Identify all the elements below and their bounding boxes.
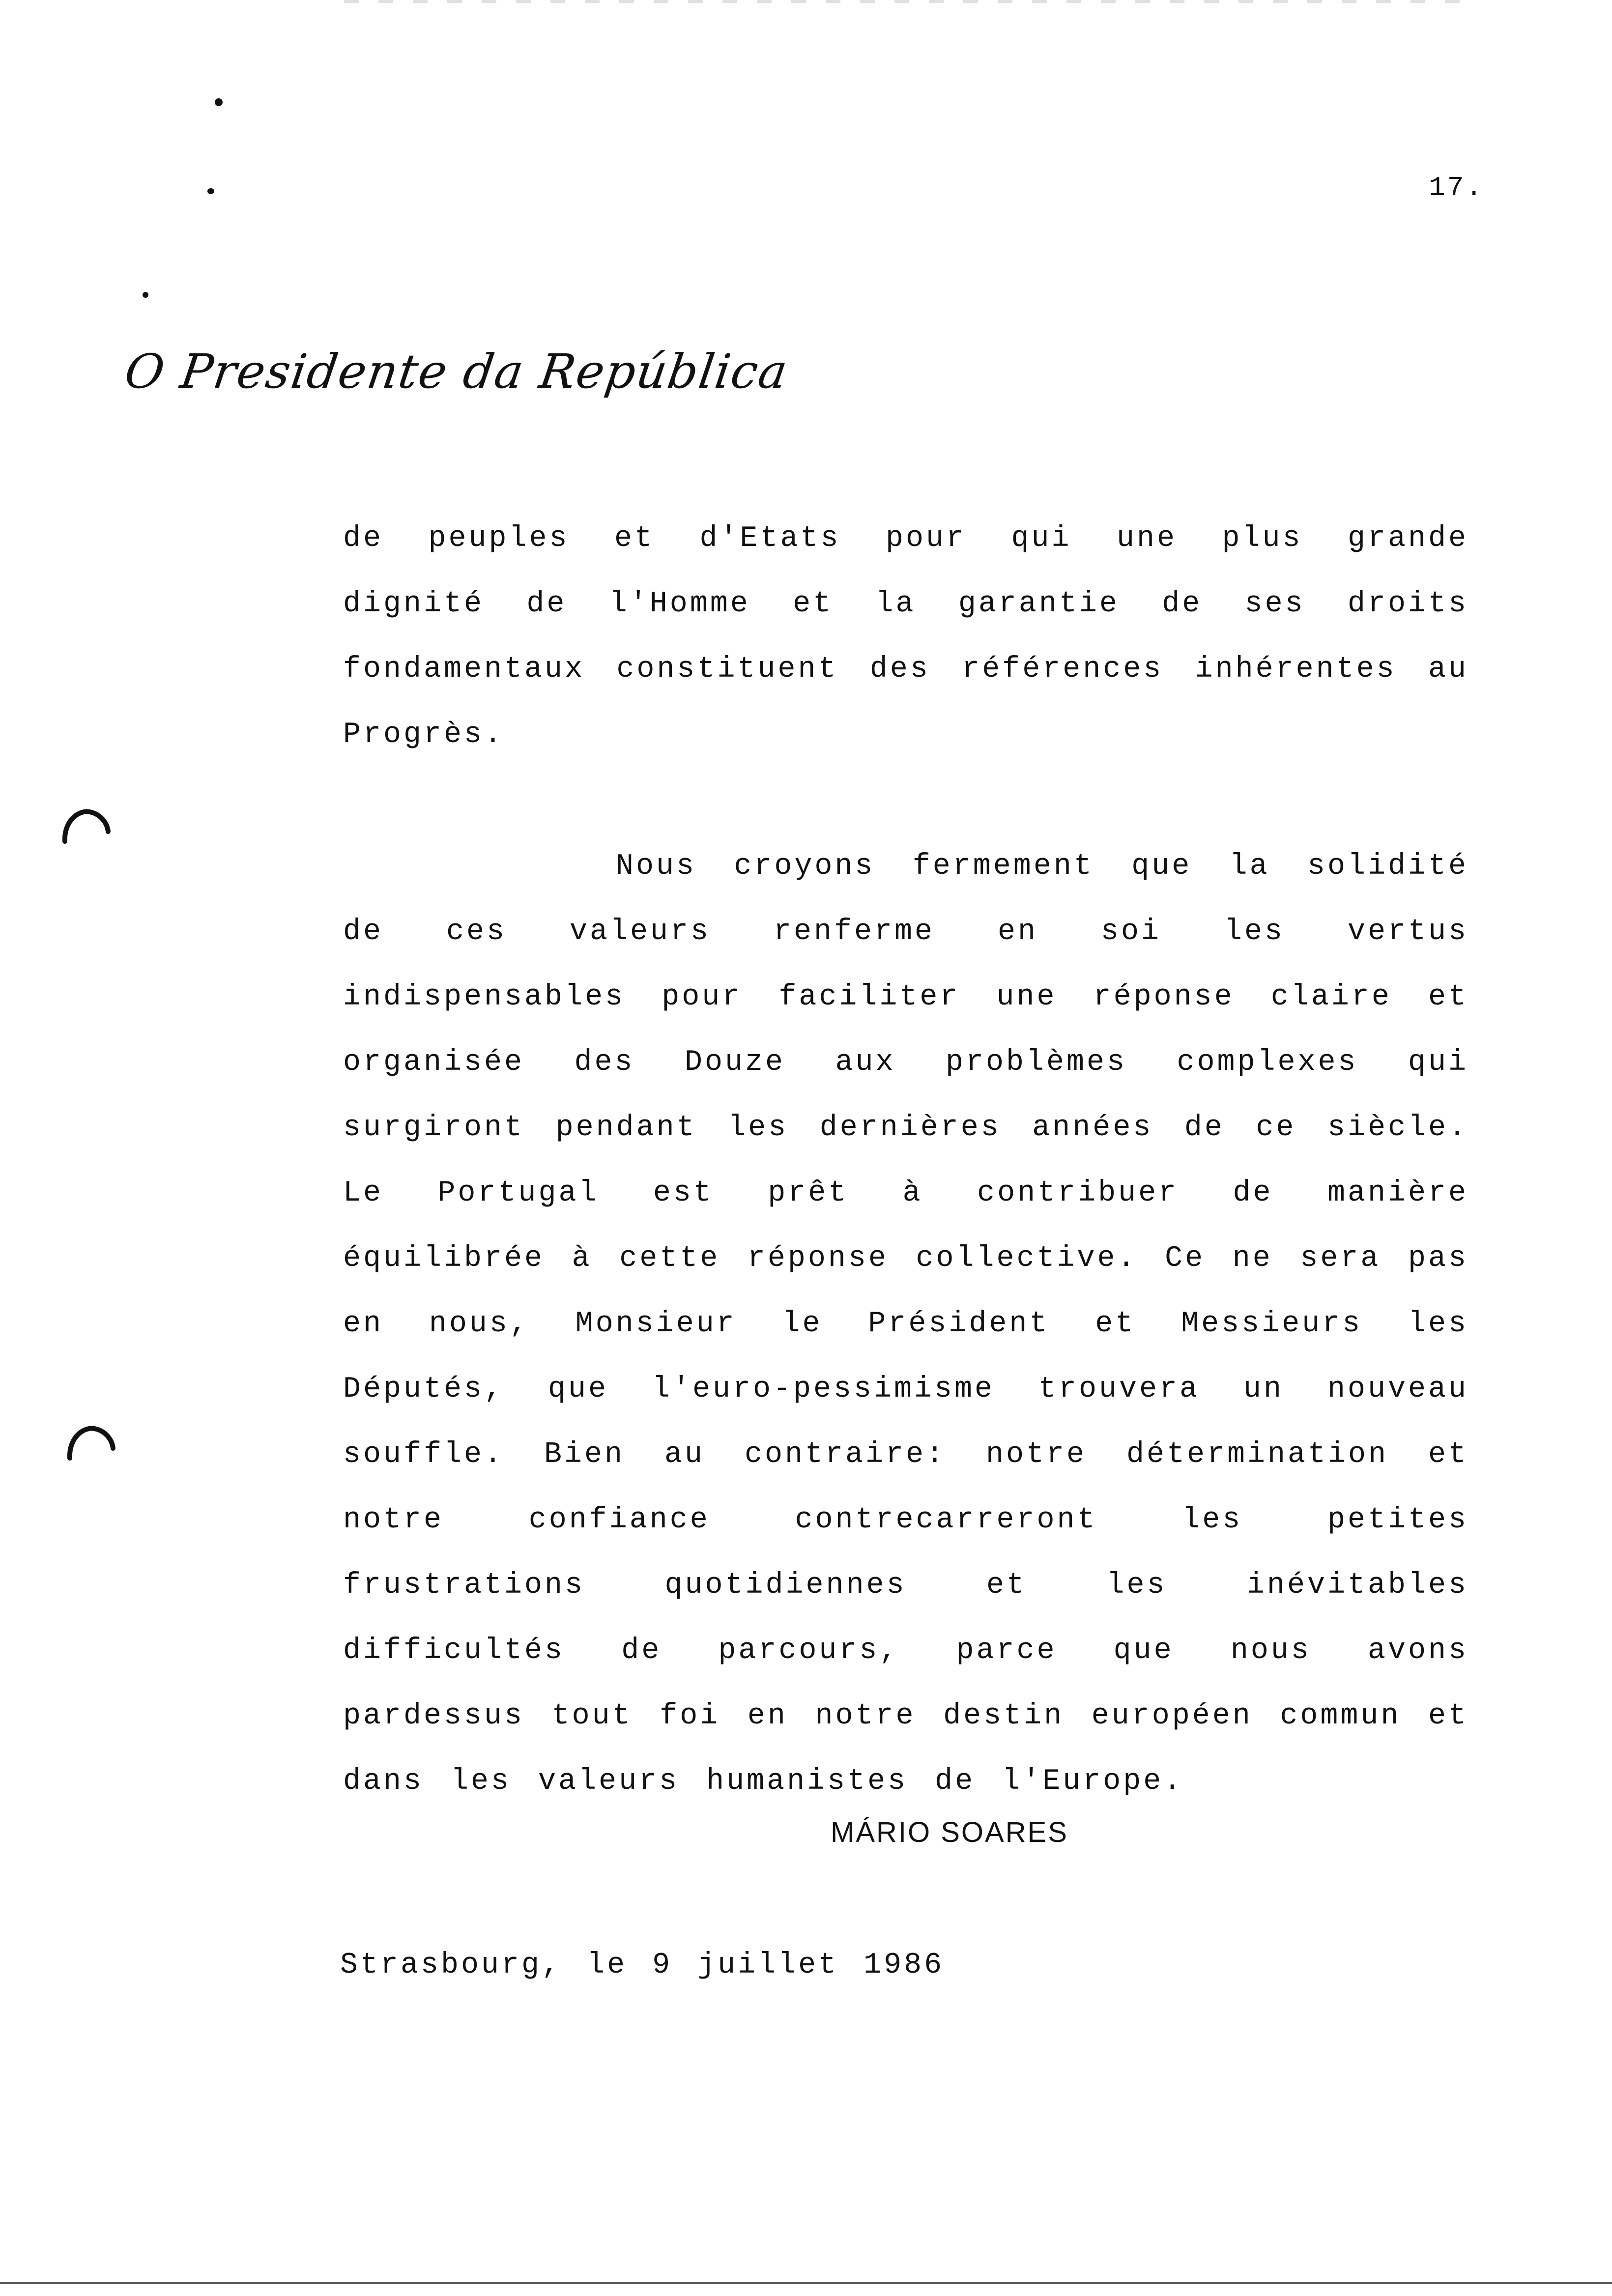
letter-body bbox=[343, 506, 1468, 1814]
page-number: 17. bbox=[1429, 172, 1484, 203]
letterhead-title: O Presidente da República bbox=[121, 344, 792, 399]
scan-top-edge bbox=[344, 0, 1474, 3]
punch-hole-mark bbox=[64, 1418, 118, 1472]
punch-hole-mark bbox=[59, 801, 113, 855]
scan-speck bbox=[207, 188, 214, 194]
place-date: Strasbourg, le 9 juillet 1986 bbox=[340, 1949, 945, 1982]
body-paragraph: de peuples et d'Etats pour qui une plus grande dignité de l'Homme et la garantie de ses droits fondamentaux constituent des références inhérentes au Progrès. bbox=[343, 522, 1468, 751]
scan-speck bbox=[215, 98, 223, 106]
body-paragraph: Nous croyons fermement que la solidité de ces valeurs renferme en soi les vertus indispensables pour faciliter une réponse claire et organisée des Douze aux problèmes complexes qui surgiront pendant les dernières années de ce siècle. Le Portugal est prêt à contribuer de manière équilibrée à cette réponse collective. Ce ne sera pas en nous, Monsieur le Président et Messieurs les Députés, que l'euro-pessimisme trouvera un nouveau souffle. Bien au contraire: notre détermination et notre confiance contrecarreront les petites frustrations quotidiennes et les inévitables difficultés de parcours, parce que nous avons pardessus tout foi en notre destin européen commun et dans les valeurs humanistes de l'Europe. bbox=[343, 850, 1468, 1798]
scan-speck bbox=[143, 292, 148, 298]
scan-bottom-edge bbox=[0, 2282, 1612, 2284]
signature-name: MÁRIO SOARES bbox=[831, 1816, 1068, 1848]
